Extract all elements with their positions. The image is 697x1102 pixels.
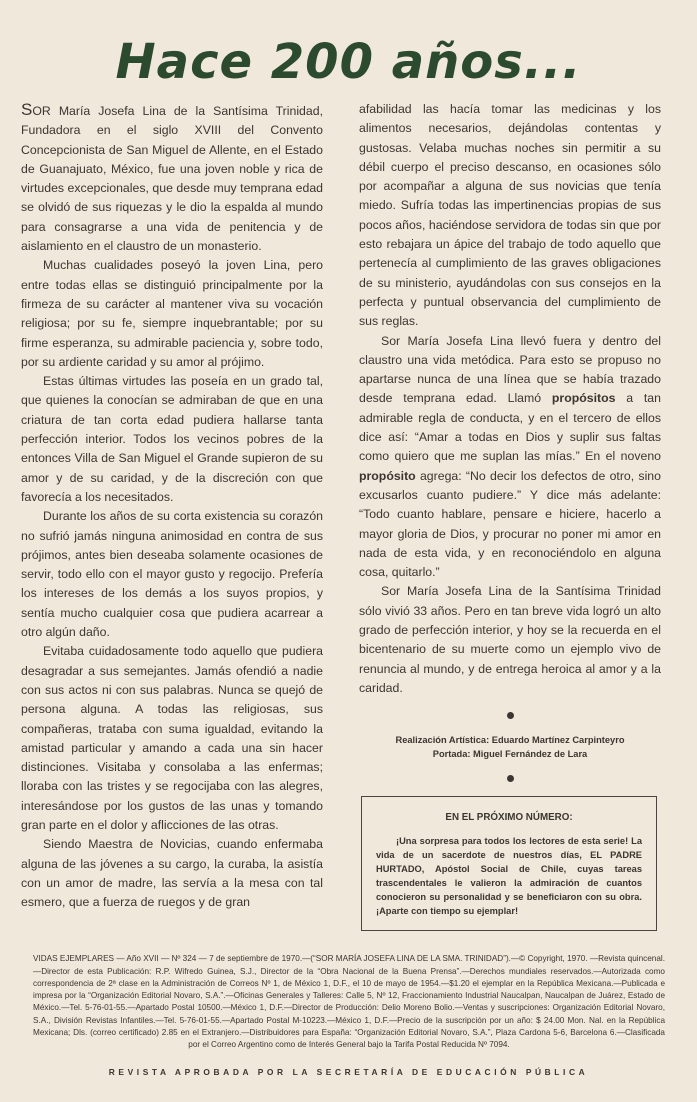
- paragraph-text: OR María Josefa Lina de la Santísima Trinidad, Fundadora en el siglo XVIII del Convento Concepcionista de San Miguel de Allente, en el Estado de Guanajuato, México, fue una joven noble y rica de virtudes excepcionales, que desde muy temprana edad se olvidó de sus riquezas y le dio la espalda al mundo para consagrarse a una vida de penitencia y de aislamiento en el claustro de un monasterio.: [21, 104, 323, 254]
- art-credit: Realización Artística: Eduardo Martínez Carpinteyro: [395, 735, 625, 746]
- paragraph: Sor María Josefa Lina de la Santísima Trinidad sólo vivió 33 años. Pero en tan breve vida logró un alto grado de perfección interior, y hoy se la recuerda en el bicentenario de su muerte como un ejemplo vivo de renuncia al mundo, y de entrega heroica al amor y a la caridad.: [359, 584, 661, 695]
- drop-cap: S: [21, 100, 33, 119]
- next-issue-text: ¡Una sorpresa para todos los lectores de esta serie! La vida de un sacerdote de nuestros días, EL PADRE HURTADO, Apóstol Social de Chile, cuyas tareas trascendentales le valieron la admiración de cuantos conocieron su personalidad y se beneficiaron con su obra. ¡Aparte con tiempo su ejemplar!: [376, 836, 642, 917]
- paragraph: Siendo Maestra de Novicias, cuando enfermaba alguna de las jóvenes a su cargo, la curaba, la asistía con un amor de madre, las servía a la mesa con tal esmero, que a fuerza de ruegos y de gran: [21, 837, 323, 910]
- next-issue-box: [361, 796, 657, 931]
- cover-credit: Portada: Miguel Fernández de Lara: [432, 749, 588, 760]
- paragraph: [21, 100, 323, 256]
- bullet-divider: [507, 712, 514, 719]
- paragraph-text: agrega: “No decir los defectos de otro, sino excusarlos cuanto pudiere.” Y dice más adelante: “Todo cuanto hablare, pensare e hiciere, hacerlo a mayor gloria de Dios, y procurar no poner mi amor en nada de esta vida, y en reconociéndolo en alguna cosa, quitarlo.”: [359, 468, 661, 580]
- paragraph: Evitaba cuidadosamente todo aquello que pudiera desagradar a sus semejantes. Jamás ofendió a nadie con sus actos ni con sus palabras. Nunca se quejó de persona alguna. A todas las religiosas, sus compañeras, trataba con suma igualdad, evitando la amistad particular y amando a cada una sin hacer distinciones. Visitaba y consolaba a las enfermas; lloraba con las tristes y se regocijaba con las alegres, interesándose por los gustos de las unas y tomando gran parte en el dolor y aflicciones de las otras.: [21, 644, 323, 832]
- paragraph: Durante los años de su corta existencia su corazón no sufrió jamás ninguna animosidad en contra de sus prójimos, antes bien deseaba solamente ocasiones de servir, todo ello con el mayor gusto y regocijo. Prefería los intereses de los demás a los suyos propios, y sentía mucho cualquier cosa que pudiera acarrear a otro algún daño.: [21, 509, 323, 640]
- paragraph: Muchas cualidades poseyó la joven Lina, pero entre todas ellas se distinguió principalmente por la firmeza de su carácter al mantener viva su vocación religiosa; por su fe, siempre inquebrantable; por su firme esperanza, su admirable paciencia y, sobre todo, por su ardiente caridad y su amor al prójimo.: [21, 258, 323, 369]
- article-columns: [0, 100, 697, 931]
- imprint: VIDAS EJEMPLARES — Año XVII — Nº 324 — 7 de septiembre de 1970.—(“SOR MARÍA JOSEFA LINA DE LA SMA. TRINIDAD”).—© Copyright, 1970. —Revista quincenal.—Director de esta Publicación: R.P. Wifredo Guinea, S.J., Director de la “Obra Nacional de la Buena Prensa”.—Derechos mundiales reservados.—Autorizada como correspondencia de 2ª clase en la Administración de Correos Nº 1, de México 1, D.F., el 10 de mayo de 1954.—$1.20 el ejemplar en la República Mexicana.—Publicada e impresa por la “Organización Editorial Novaro, S.A.”.—Oficinas Generales y Talleres: Calle 5, Nº 12, Fraccionamiento Industrial Naucalpan, Naucalpan de Juárez, Estado de México.—Tel. 5-76-01-55.—Apartado Postal 10500.—México 1, D.F.—Director de Producción: Delio Moreno Bolio.—Ventas y suscripciones: Organización Editorial Novaro, S.A., División Revistas Infantiles.—Tel. 5-76-01-55.—Apartado Postal M-10223.—México 1, D.F.—Precio de la suscripción por un año: $ 24.00 Mon. Nal. en la República Mexicana; Dls. (correo certificado) 2.85 en el Extranjero.—Distribuidores para España: “Organización Editorial Novaro, S.A.”, Plaza Cardona 5-6, Barcelona 6.—Clasificada por el Correo Argentino como de Interés General bajo la Tarifa Postal Reducida Nº 7094.: [33, 954, 665, 1050]
- emphasis: propósito: [359, 468, 416, 483]
- page-title: Hace 200 años...: [115, 34, 582, 90]
- paragraph: Estas últimas virtudes las poseía en un grado tal, que quienes la conocían se admiraban de que en una criatura de tan corta edad pudiera hallarse tanta perfección interior. Todos los vecinos pobres de la entonces Villa de San Miguel el Grande supieron de su amor y de su caridad, y de la discreción con que favorecía a los necesitados.: [21, 374, 323, 504]
- bullet-divider: [507, 775, 514, 782]
- paragraph-text: a tan admirable regla de conducta, y en el tercero de ellos dice así: “Amar a todas en Dios y suplir sus faltas como quiero que me suplan las mías.” En el noveno: [359, 391, 661, 464]
- paragraph: afabilidad las hacía tomar las medicinas y los alimentos necesarios, dejándolas contentas y gustosas. Velaba muchas noches sin permitir a su débil cuerpo el preciso descanso, en ocasiones sólo por acompañar a alguna de sus novicias que tenía miedo. Sufría todas las impertinencias propias de sus pocos años, haciéndose servidora de todas sin que por esto rebajara un ápice del trabajo de todo aquello que pertenecía al cumplimiento de las graves obligaciones de su ministerio, ayudándolas con sus consejos en la perfecta y puntual observancia del cumplimiento de sus reglas.: [359, 102, 661, 329]
- paragraph: [359, 332, 661, 583]
- paragraph-text: Sor María Josefa Lina llevó fuera y dentro del claustro una vida metódica. Para esto se propuso no apartarse nunca de una línea que se había trazado desde temprana edad. Llamó: [359, 333, 661, 406]
- right-column: [359, 100, 661, 931]
- credits: [359, 733, 661, 761]
- emphasis: propósitos: [551, 391, 616, 406]
- left-column: [21, 100, 323, 912]
- next-issue-heading: EN EL PRÓXIMO NÚMERO:: [445, 812, 573, 824]
- approval-notice: REVISTA APROBADA POR LA SECRETARÍA DE EDUCACIÓN PÚBLICA: [108, 1066, 589, 1077]
